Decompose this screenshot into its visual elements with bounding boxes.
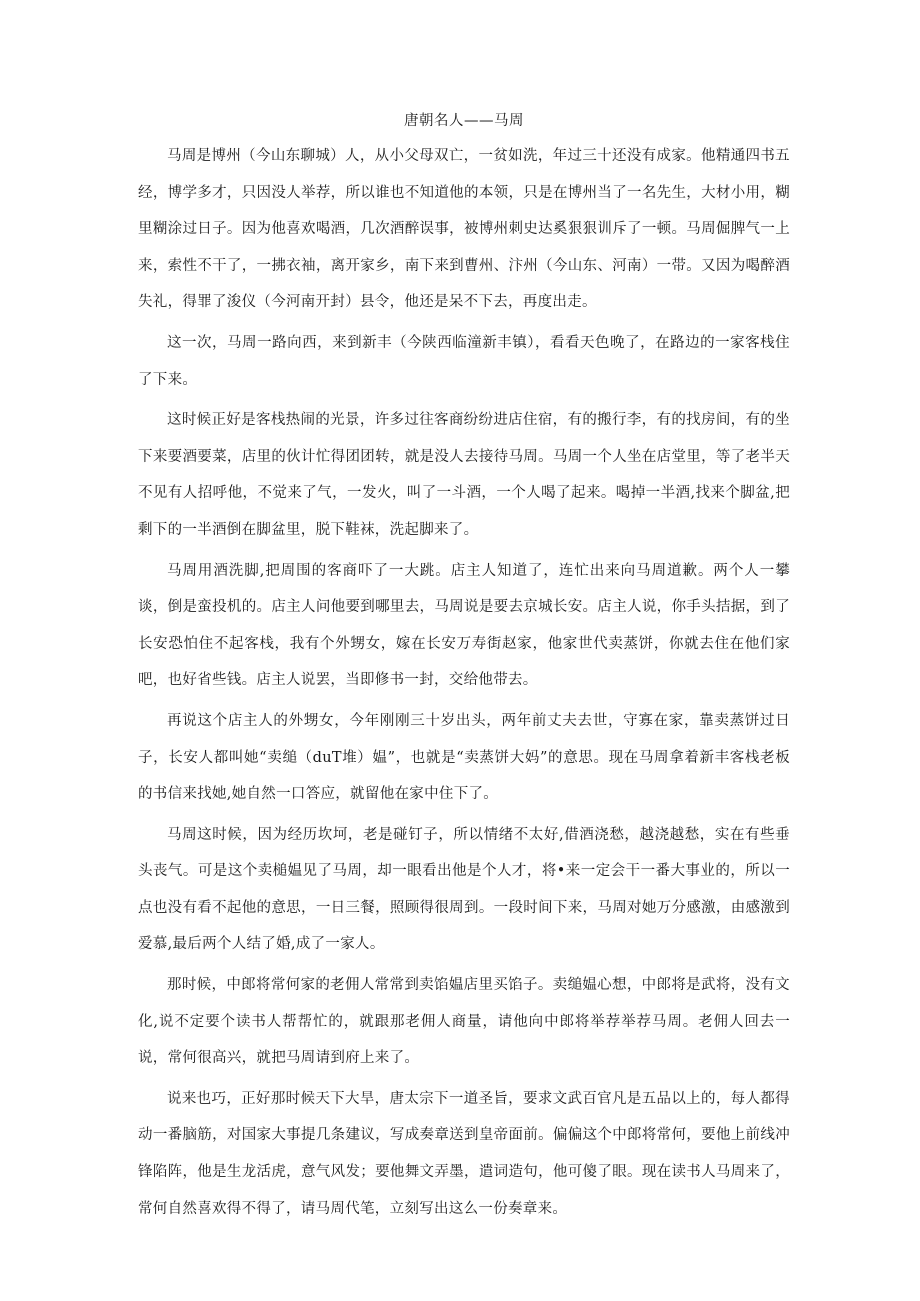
paragraph-7: 那时候，中郎将常何家的老佣人常常到卖馅媪店里买馅子。卖缒媪心想，中郎将是武将，没有文化,说不定要个读书人帮帮忙的，就跟那老佣人商量，请他向中郎将举荐举荐马周。老佣人回去一说，常何很高兴，就把马周请到府上来了。 xyxy=(138,977,790,1067)
paragraph-1: 马周是博州（今山东聊城）人，从小父母双亡，一贫如洗，年过三十还没有成家。他精通四书五经，博学多才，只因没人举荐，所以谁也不知道他的本领，只是在博州当了一名先生，大材小用，糊里糊涂过日子。因为他喜欢喝酒，几次酒醉误事，被博州刺史达奚狠狠训斥了一顿。马周倔脾气一上来，索性不干了，一拂衣袖，离开家乡，南下来到曹州、汴州（今山东、河南）一带。又因为喝醉酒失礼，得罪了浚仪（今河南开封）县令，他还是呆不下去，再度出走。 xyxy=(138,148,790,311)
paragraph-3: 这时候正好是客栈热闹的光景，许多过往客商纷纷进店住宿，有的搬行李，有的找房间，有的坐下来要酒要菜，店里的伙计忙得团团转，就是没人去接待马周。马周一个人坐在店堂里，等了老半天不见有人招呼他，不觉来了气，一发火，叫了一斗酒，一个人喝了起来。喝掉一半酒,找来个脚盆,把剩下的一半酒倒在脚盆里，脱下鞋袜，洗起脚来了。 xyxy=(138,412,790,538)
paragraph-4: 马周用酒洗脚,把周围的客商吓了一大跳。店主人知道了，连忙出来向马周道歉。两个人一攀谈，倒是蛮投机的。店主人问他要到哪里去，马周说是要去京城长安。店主人说，你手头拮据，到了长安恐怕住不起客栈，我有个外甥女，嫁在长安万寿街赵家，他家世代卖蒸饼，你就去住在他们家吧，也好省些钱。店主人说罢，当即修书一封，交给他带去。 xyxy=(138,562,790,689)
document-page xyxy=(138,108,790,1231)
paragraph-2: 这一次，马周一路向西，来到新丰（今陕西临潼新丰镇），看看天色晚了，在路边的一家客栈住了下来。 xyxy=(138,334,790,388)
document-title: 唐朝名人——马周 xyxy=(404,113,524,129)
paragraph-5: 再说这个店主人的外甥女，今年刚刚三十岁出头，两年前丈夫去世，守寡在家，靠卖蒸饼过日子，长安人都叫她“卖缒（duT堆）媪”，也就是“卖蒸饼大妈”的意思。现在马周拿着新丰客栈老板的书信来找她,她自然一口答应，就留他在家中住下了。 xyxy=(138,712,790,803)
paragraph-8: 说来也巧，正好那时候天下大旱，唐太宗下一道圣旨，要求文武百官凡是五品以上的，每人都得动一番脑筋，对国家大事提几条建议，写成奏章送到皇帝面前。偏偏这个中郎将常何，要他上前线冲锋陷阵，他是生龙活虎，意气风发；要他舞文弄墨，遣词造句，他可傻了眼。现在读书人马周来了，常何自然喜欢得不得了，请马周代笔，立刻写出这么一份奏章来。 xyxy=(138,1090,790,1217)
paragraph-6: 马周这时候，因为经历坎坷，老是碰钉子，所以情绪不太好,借酒浇愁，越浇越愁，实在有些垂头丧气。可是这个卖槌媪见了马周，却一眼看出他是个人才，将•来一定会干一番大事业的，所以一点也没有看不起他的意思，一日三餐，照顾得很周到。一段时间下来，马周对她万分感激，由感激到爱慕,最后两个人结了婚,成了一家人。 xyxy=(138,826,790,953)
